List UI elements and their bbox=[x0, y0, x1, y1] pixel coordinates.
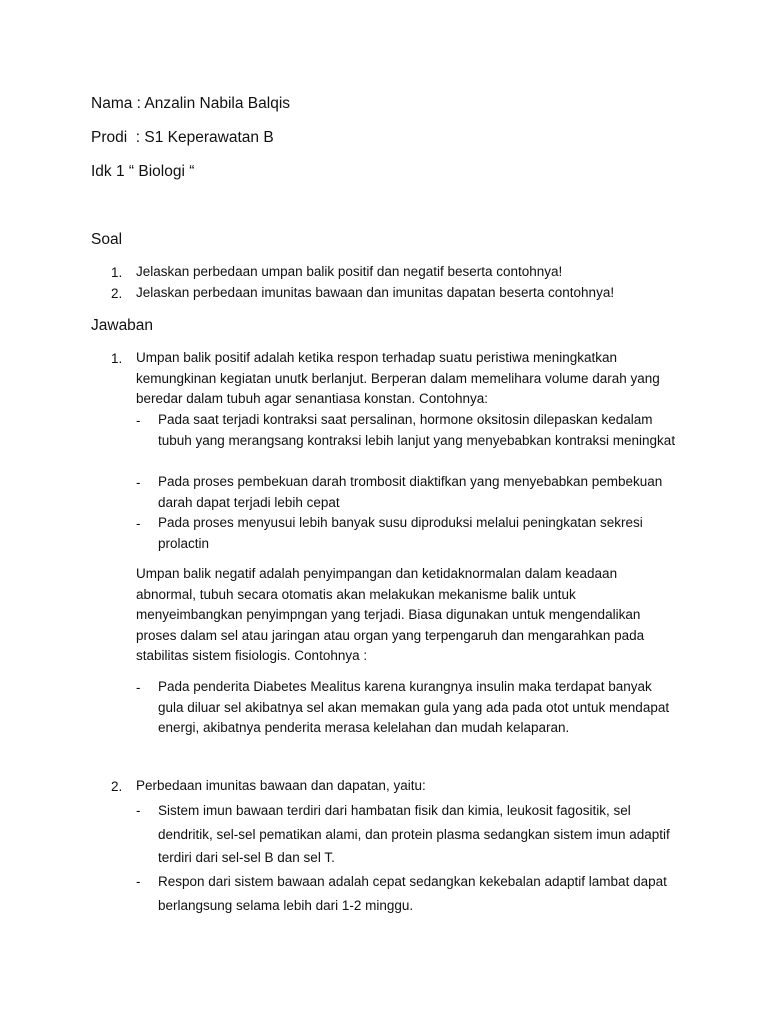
negative-feedback-definition: Umpan balik negatif adalah penyimpangan dan ketidaknormalan dalam keadaan abnormal, tubuh secara otomatis akan melakukan mekanisme balik untuk menyeimbangkan penyimpngan yang terjadi. Biasa digunakan untuk mengendalikan proses dalam sel atau jaringan atau organ yang terpengaruh dan mengarahkan pada stabilitas sistem fisiologis. Contohnya : bbox=[136, 566, 645, 663]
negative-example-1: Pada penderita Diabetes Mealitus karena kurangnya insulin maka terdapat banyak gula diluar sel akibatnya sel akan memakan gula yang ada pada otot untuk mendapat energi, akibatnya penderita merasa kelelahan dan mudah kelaparan. bbox=[158, 679, 670, 735]
bullet-dash: - bbox=[136, 413, 141, 428]
immunity-difference-2: Respon dari sistem bawaan adalah cepat sedangkan kekebalan adaptif lambat dapat berlangsung selama lebih dari 1-2 minggu. bbox=[158, 874, 667, 913]
positive-feedback-definition: Umpan balik positif adalah ketika respon terhadap suatu peristiwa meningkatkan kemungkinan kegiatan unutk berlanjut. Berperan dalam memelihara volume darah yang beredar dalam tubuh agar senantiasa konstan. Contohnya: bbox=[136, 350, 660, 406]
soal-question-2: Jelaskan perbedaan imunitas bawaan dan imunitas dapatan beserta contohnya! bbox=[136, 285, 615, 300]
positive-example-1: Pada saat terjadi kontraksi saat persalinan, hormone oksitosin dilepaskan kedalam tubuh yang merangsang kontraksi lebih lanjut yang menyebabkan kontraksi meningkat bbox=[158, 412, 676, 448]
soal-number-2: 2. bbox=[111, 286, 123, 301]
soal-number-1: 1. bbox=[111, 265, 123, 280]
bullet-dash: - bbox=[136, 475, 141, 490]
study-program: Prodi : S1 Keperawatan B bbox=[91, 129, 274, 146]
bullet-dash: - bbox=[136, 803, 141, 818]
positive-example-3: Pada proses menyusui lebih banyak susu diproduksi melalui peningkatan sekresi prolactin bbox=[158, 515, 643, 551]
course-title: Idk 1 “ Biologi “ bbox=[91, 163, 195, 180]
bullet-dash: - bbox=[136, 680, 141, 695]
soal-question-1: Jelaskan perbedaan umpan balik positif dan negatif beserta contohnya! bbox=[136, 264, 563, 279]
bullet-dash: - bbox=[136, 874, 141, 889]
jawaban-heading: Jawaban bbox=[91, 317, 154, 334]
student-name: Nama : Anzalin Nabila Balqis bbox=[91, 95, 291, 112]
soal-heading: Soal bbox=[91, 231, 123, 248]
immunity-intro: Perbedaan imunitas bawaan dan dapatan, yaitu: bbox=[136, 778, 426, 793]
positive-example-2: Pada proses pembekuan darah trombosit diaktifkan yang menyebabkan pembekuan darah dapat terjadi lebih cepat bbox=[158, 474, 663, 510]
bullet-dash: - bbox=[136, 516, 141, 531]
immunity-difference-1: Sistem imun bawaan terdiri dari hambatan fisik dan kimia, leukosit fagositik, sel dendritik, sel-sel pematikan alami, dan protein plasma sedangkan sistem imun adaptif terdiri dari sel-sel B dan sel T. bbox=[158, 803, 670, 865]
jawaban-number-2: 2. bbox=[111, 779, 123, 794]
jawaban-number-1: 1. bbox=[111, 351, 123, 366]
